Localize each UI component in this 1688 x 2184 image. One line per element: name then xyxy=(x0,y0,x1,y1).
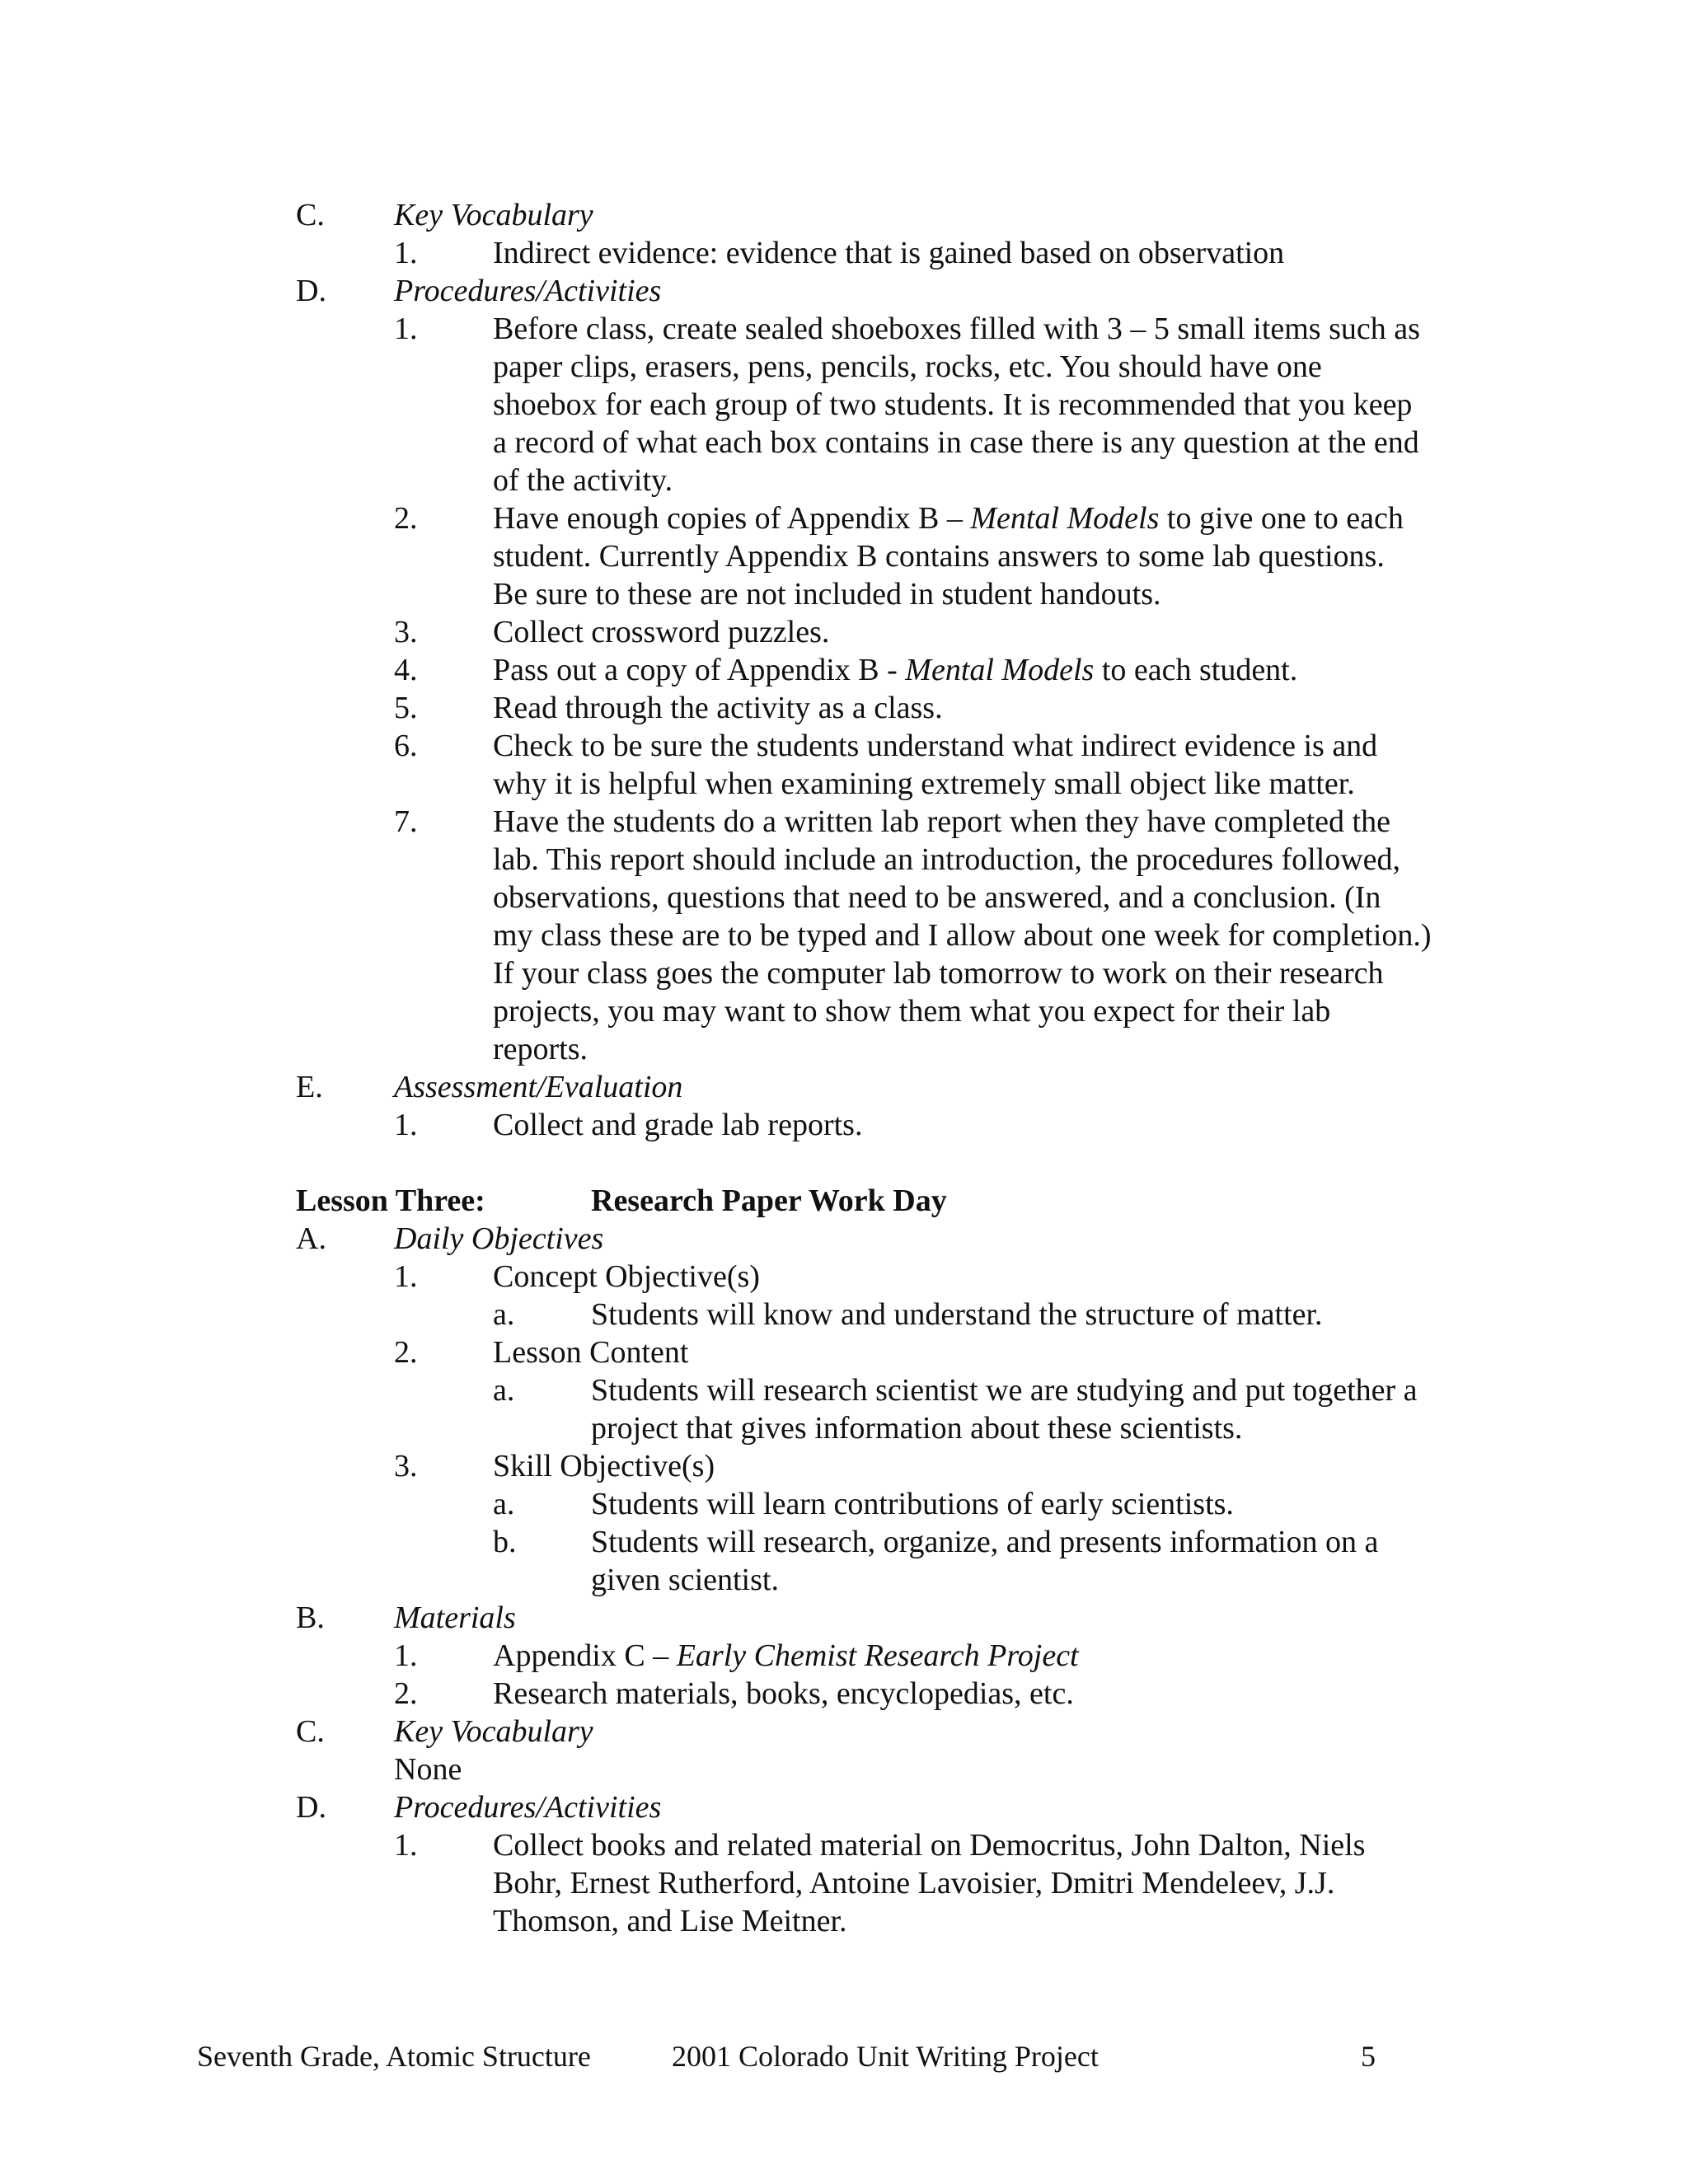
lesson-label: Lesson Three: xyxy=(296,1183,485,1218)
footer-left: Seventh Grade, Atomic Structure xyxy=(197,2040,591,2073)
vocabulary-none: None xyxy=(394,1752,462,1787)
sub-list-letter: a. xyxy=(493,1373,515,1408)
list-item-text: Have enough copies of Appendix B – Mental Models to give one to each xyxy=(493,501,1404,536)
appendix-b-title: Mental Models xyxy=(970,501,1160,536)
section-d-marker: D. xyxy=(296,1790,326,1825)
list-number: 1. xyxy=(394,1638,418,1673)
section-e-title: Assessment/Evaluation xyxy=(394,1070,683,1104)
lesson-title: Research Paper Work Day xyxy=(591,1183,947,1218)
sub-list-text: Students will learn contributions of early scientists. xyxy=(591,1487,1234,1521)
appendix-c-title: Early Chemist Research Project xyxy=(676,1638,1079,1673)
appendix-b-title: Mental Models xyxy=(905,653,1095,687)
footer-center: 2001 Colorado Unit Writing Project xyxy=(672,2040,1099,2073)
list-item-text: Skill Objective(s) xyxy=(493,1449,715,1483)
sub-list-text: Students will research scientist we are studying and put together a xyxy=(591,1373,1418,1408)
list-number: 3. xyxy=(394,615,418,649)
list-item-text: why it is helpful when examining extremely small object like matter. xyxy=(493,766,1355,801)
list-item-text: paper clips, erasers, pens, pencils, rocks, etc. You should have one xyxy=(493,349,1322,384)
list-item-text: lab. This report should include an introduction, the procedures followed, xyxy=(493,842,1401,877)
section-d-marker: D. xyxy=(296,274,326,308)
list-number: 1. xyxy=(394,236,418,270)
sub-list-letter: a. xyxy=(493,1297,515,1332)
list-item-text: Concept Objective(s) xyxy=(493,1259,760,1294)
section-e-marker: E. xyxy=(296,1070,323,1104)
list-item-text: projects, you may want to show them what you expect for their lab xyxy=(493,994,1331,1029)
list-item-text: Research materials, books, encyclopedias, etc. xyxy=(493,1676,1074,1711)
section-c-marker: C. xyxy=(296,1714,325,1749)
list-item-text: If your class goes the computer lab tomorrow to work on their research xyxy=(493,956,1384,991)
list-item-text: of the activity. xyxy=(493,463,673,498)
list-item-text: Lesson Content xyxy=(493,1335,689,1370)
list-item-text: Before class, create sealed shoeboxes filled with 3 – 5 small items such as xyxy=(493,312,1420,346)
list-item-text: Indirect evidence: evidence that is gained based on observation xyxy=(493,236,1285,270)
list-item-text: reports. xyxy=(493,1032,588,1066)
list-number: 1. xyxy=(394,1108,418,1142)
list-number: 6. xyxy=(394,729,418,763)
list-item-text: Read through the activity as a class. xyxy=(493,691,943,725)
list-item-text: Collect crossword puzzles. xyxy=(493,615,830,649)
section-a-marker: A. xyxy=(296,1221,326,1256)
sub-list-text: given scientist. xyxy=(591,1563,779,1597)
list-item-text: Appendix C – Early Chemist Research Project xyxy=(493,1638,1079,1673)
list-number: 4. xyxy=(394,653,418,687)
list-item-text: observations, questions that need to be answered, and a conclusion. (In xyxy=(493,880,1381,915)
list-item-text: Have the students do a written lab report when they have completed the xyxy=(493,804,1390,839)
list-number: 1. xyxy=(394,312,418,346)
list-number: 2. xyxy=(394,1676,418,1711)
section-c-marker: C. xyxy=(296,198,325,232)
list-number: 3. xyxy=(394,1449,418,1483)
list-item-text: Be sure to these are not included in student handouts. xyxy=(493,577,1161,612)
list-item-text: shoebox for each group of two students. It is recommended that you keep xyxy=(493,387,1413,422)
list-item-text: student. Currently Appendix B contains answers to some lab questions. xyxy=(493,539,1385,574)
list-number: 2. xyxy=(394,501,418,536)
page-number: 5 xyxy=(1361,2040,1376,2073)
list-number: 1. xyxy=(394,1828,418,1863)
sub-list-text: Students will research, organize, and presents information on a xyxy=(591,1525,1379,1559)
section-b-marker: B. xyxy=(296,1601,325,1635)
section-c-title: Key Vocabulary xyxy=(394,198,593,232)
section-b-title: Materials xyxy=(394,1601,516,1635)
list-number: 1. xyxy=(394,1259,418,1294)
sub-list-text: Students will know and understand the structure of matter. xyxy=(591,1297,1323,1332)
section-c-title: Key Vocabulary xyxy=(394,1714,593,1749)
section-a-title: Daily Objectives xyxy=(394,1221,604,1256)
list-item-text: Thomson, and Lise Meitner. xyxy=(493,1904,847,1938)
list-item-text: Collect and grade lab reports. xyxy=(493,1108,863,1142)
list-item-text: Bohr, Ernest Rutherford, Antoine Lavoisier, Dmitri Mendeleev, J.J. xyxy=(493,1866,1335,1900)
list-item-text: a record of what each box contains in case there is any question at the end xyxy=(493,425,1419,460)
list-item-text: Collect books and related material on Democritus, John Dalton, Niels xyxy=(493,1828,1366,1863)
list-number: 5. xyxy=(394,691,418,725)
list-item-text: Check to be sure the students understand what indirect evidence is and xyxy=(493,729,1378,763)
sub-list-letter: b. xyxy=(493,1525,517,1559)
list-item-text: my class these are to be typed and I allow about one week for completion.) xyxy=(493,918,1432,953)
list-number: 2. xyxy=(394,1335,418,1370)
section-d-title: Procedures/Activities xyxy=(394,274,662,308)
section-d-title: Procedures/Activities xyxy=(394,1790,662,1825)
sub-list-text: project that gives information about these scientists. xyxy=(591,1411,1243,1446)
list-number: 7. xyxy=(394,804,418,839)
list-item-text: Pass out a copy of Appendix B - Mental Models to each student. xyxy=(493,653,1298,687)
sub-list-letter: a. xyxy=(493,1487,515,1521)
